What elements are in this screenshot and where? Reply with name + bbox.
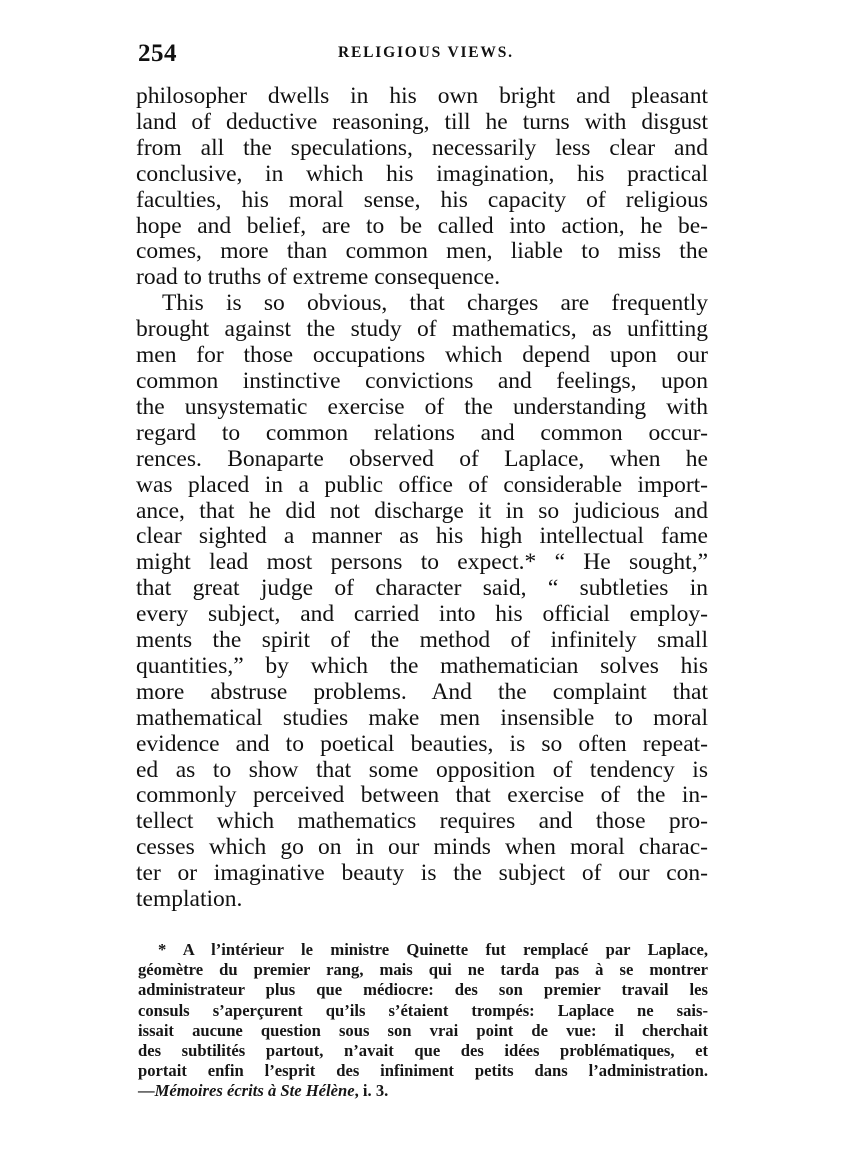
- footnote-line: portait enfin l’esprit des infiniment petits dans l’administration.: [138, 1061, 708, 1081]
- citation-source: Mémoires écrits à Ste Hélène: [154, 1081, 355, 1101]
- body-line: commonly perceived between that exercise of the in-: [136, 782, 708, 809]
- body-text: [136, 84, 708, 913]
- body-line: comes, more than common men, liable to miss the: [136, 238, 708, 265]
- footnote: [138, 940, 708, 1102]
- body-line: that great judge of character said, “ subtleties in: [136, 575, 708, 602]
- body-line: the unsystematic exercise of the understanding with: [136, 393, 708, 420]
- running-head: RELIGIOUS VIEWS.: [338, 44, 514, 61]
- footnote-citation: [138, 1081, 708, 1101]
- body-line: philosopher dwells in his own bright and pleasant: [136, 83, 708, 109]
- body-line: mathematical studies make men insensible to moral: [136, 704, 708, 731]
- page-header: [138, 40, 708, 70]
- body-line: regard to common relations and common occur-: [136, 419, 708, 446]
- citation-ref: , i. 3.: [354, 1081, 389, 1101]
- body-line: ed as to show that some opposition of tendency is: [136, 756, 708, 783]
- citation-dash: —: [138, 1081, 155, 1101]
- body-line: ments the spirit of the method of infinitely small: [136, 627, 708, 654]
- footnote-line: géomètre du premier rang, mais qui ne tarda pas à se montrer: [138, 960, 708, 980]
- body-line: conclusive, in which his imagination, his practical: [136, 160, 708, 187]
- body-line: cesses which go on in our minds when moral charac-: [136, 834, 708, 861]
- footnote-line: issait aucune question sous son vrai point de vue: il cherchait: [138, 1020, 708, 1040]
- body-line: quantities,” by which the mathematician solves his: [136, 652, 708, 679]
- footnote-line: administrateur plus que médiocre: des son premier travail les: [138, 980, 708, 1000]
- footnote-line: consuls s’aperçurent qu’ils s’étaient trompés: Laplace ne sais-: [138, 1000, 708, 1020]
- body-line: templation.: [136, 886, 243, 913]
- body-line: every subject, and carried into his official employ-: [136, 601, 708, 628]
- body-line: hope and belief, are to be called into action, he be-: [136, 212, 708, 239]
- body-line: might lead most persons to expect.* “ He sought,”: [136, 549, 708, 576]
- body-line: brought against the study of mathematics, as unfitting: [136, 316, 708, 343]
- body-line: This is so obvious, that charges are frequently: [162, 290, 708, 317]
- body-line: men for those occupations which depend upon our: [136, 342, 708, 369]
- body-line: tellect which mathematics requires and those pro-: [136, 808, 708, 835]
- body-line: faculties, his moral sense, his capacity of religious: [136, 186, 708, 213]
- footnote-line: * A l’intérieur le ministre Quinette fut remplacé par Laplace,: [158, 940, 708, 959]
- body-line: rences. Bonaparte observed of Laplace, when he: [136, 445, 708, 472]
- body-line: ter or imaginative beauty is the subject of our con-: [136, 860, 708, 887]
- body-line: was placed in a public office of considerable import-: [136, 471, 708, 498]
- body-line: more abstruse problems. And the complaint that: [136, 678, 708, 705]
- body-line: from all the speculations, necessarily less clear and: [136, 134, 708, 161]
- body-line: road to truths of extreme consequence.: [136, 264, 501, 291]
- body-line: common instinctive convictions and feelings, upon: [136, 367, 708, 394]
- page-number: 254: [138, 40, 177, 67]
- footnote-line: des subtilités partout, n’avait que des idées problématiques, et: [138, 1041, 708, 1061]
- body-line: ance, that he did not discharge it in so judicious and: [136, 497, 708, 524]
- body-line: clear sighted a manner as his high intellectual fame: [136, 523, 708, 550]
- body-line: land of deductive reasoning, till he turns with disgust: [136, 108, 708, 135]
- body-line: evidence and to poetical beauties, is so often repeat-: [136, 730, 708, 757]
